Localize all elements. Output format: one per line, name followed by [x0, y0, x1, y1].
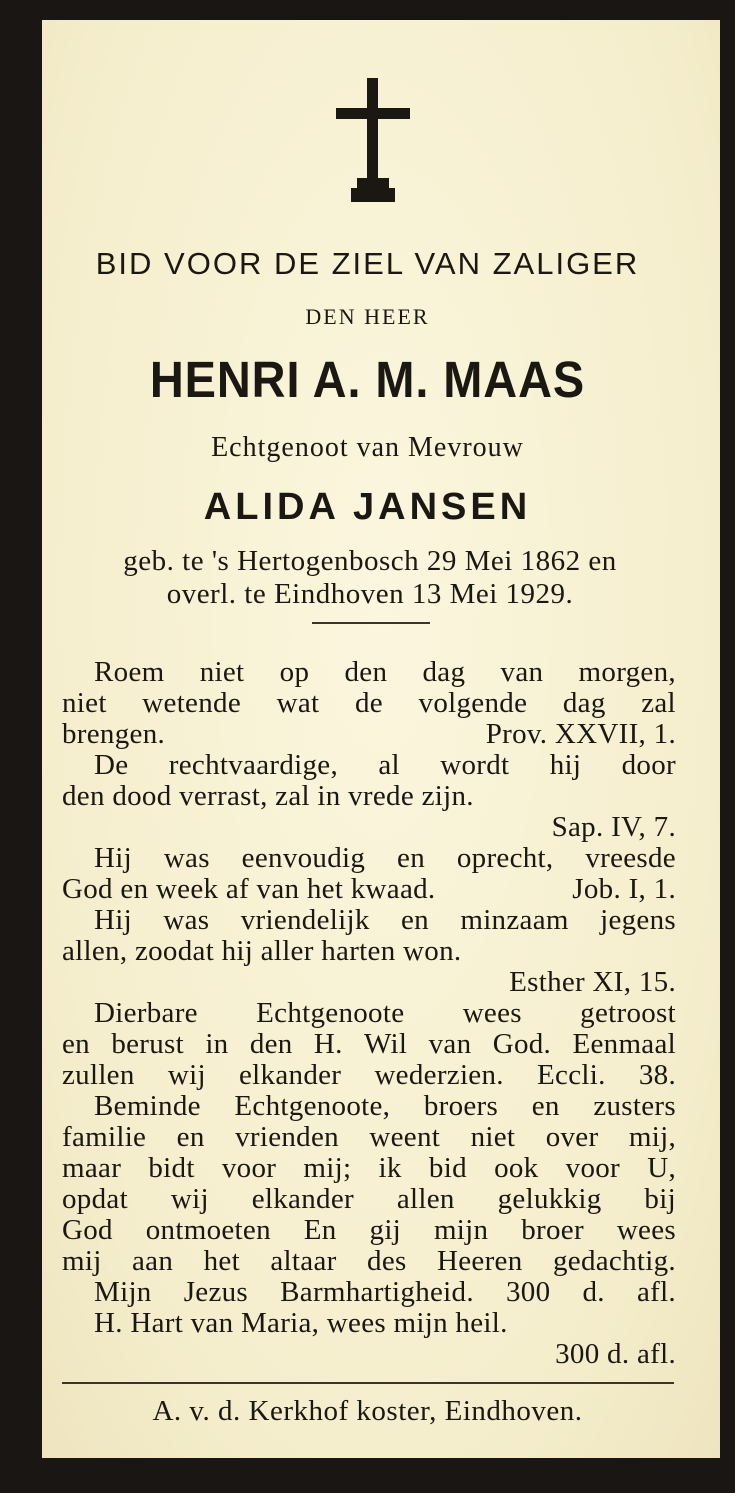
verse-word: ontmoeten: [145, 1214, 271, 1246]
verse-line: [62, 657, 676, 688]
verse-word: Echtgenoote: [256, 997, 405, 1029]
verse-word: oprecht,: [456, 842, 554, 874]
verse-word: H. Hart van Maria, wees mijn heil.: [94, 1307, 508, 1339]
verse-word: rechtvaardige,: [168, 749, 339, 781]
verse-word: bij: [644, 1183, 676, 1215]
verse-line: [62, 998, 676, 1029]
verse-word: God en week af van het kwaad.: [62, 873, 436, 905]
verse-word: den dood verrast, zal in vrede zijn.: [62, 780, 474, 812]
death-line: overl. te Eindhoven 13 Mei 1929.: [166, 578, 574, 610]
verse-word: zullen: [62, 1059, 135, 1091]
verse-line: [62, 1215, 676, 1246]
verse-word: ik: [378, 1152, 402, 1184]
verse-word: niet: [470, 1121, 516, 1153]
verse-word: op: [279, 656, 310, 688]
printer-credit: A. v. d. Kerkhof koster, Eindhoven.: [152, 1395, 583, 1427]
verse-word: God.: [492, 1028, 552, 1060]
prayer-heading: BID VOOR DE ZIEL VAN ZALIGER: [95, 246, 640, 281]
verse-word: Esther XI, 15.: [509, 966, 676, 998]
verse-word: van: [500, 656, 544, 688]
spouse-name: ALIDA JANSEN: [203, 486, 532, 528]
short-divider: [312, 622, 430, 624]
verse-word: God: [62, 1214, 113, 1246]
verse-word: maar: [62, 1152, 122, 1184]
verse-word: elkander: [239, 1059, 342, 1091]
verse-word: brengen.: [62, 718, 166, 750]
verse-word: wees: [616, 1214, 676, 1246]
verse-line: [62, 1091, 676, 1122]
verse-word: H.: [313, 1028, 343, 1060]
title-subheading: DEN HEER: [305, 304, 430, 329]
verses-block: [62, 657, 676, 1370]
verse-line: [62, 1122, 676, 1153]
verse-word: vrienden: [235, 1121, 339, 1153]
verse-word: wat: [276, 687, 320, 719]
verse-word: allen, zoodat hij aller harten won.: [62, 935, 462, 967]
cross-icon: [333, 78, 413, 204]
verse-word: hij: [549, 749, 582, 781]
verse-word: 300 d. afl.: [555, 1338, 676, 1370]
verse-word: mij: [62, 1245, 102, 1277]
bottom-divider: [62, 1382, 674, 1384]
verse-word: aan: [132, 1245, 174, 1277]
verse-word: wij: [167, 1059, 206, 1091]
verse-word: wij: [170, 1183, 209, 1215]
verse-word: mij,: [628, 1121, 676, 1153]
verse-line: [62, 1277, 676, 1308]
verse-word: Prov. XXVII, 1.: [485, 718, 676, 750]
verse-line: [62, 1153, 676, 1184]
verse-word: volgende: [418, 687, 528, 719]
verse-word: Wil: [364, 1028, 408, 1060]
verse-word: De: [94, 749, 129, 781]
verse-word: gedachtig.: [552, 1245, 676, 1277]
verse-word: in: [205, 1028, 229, 1060]
verse-word: bidt: [148, 1152, 195, 1184]
verse-word: voor: [221, 1152, 277, 1184]
verse-word: getroost: [580, 997, 676, 1029]
verse-line: [62, 1308, 676, 1339]
verse-word: eenvoudig: [241, 842, 366, 874]
verse-word: broer: [521, 1214, 584, 1246]
verse-word: dag: [562, 687, 606, 719]
verse-word: Eccli.: [537, 1059, 606, 1091]
verse-word: was: [163, 842, 210, 874]
verse-word: bid: [428, 1152, 467, 1184]
verse-word: was: [163, 904, 210, 936]
verse-word: en: [531, 1090, 560, 1122]
verse-line: [62, 1060, 676, 1091]
verse-word: wetende: [142, 687, 241, 719]
verse-word: den: [344, 656, 388, 688]
verse-word: altaar: [270, 1245, 337, 1277]
verse-word: wederzien.: [374, 1059, 504, 1091]
verse-line: [62, 1184, 676, 1215]
verse-word: mij;: [303, 1152, 352, 1184]
verse-word: het: [203, 1245, 240, 1277]
verse-word: den: [249, 1028, 293, 1060]
verse-word: U,: [647, 1152, 676, 1184]
verse-word: afl.: [636, 1276, 676, 1308]
verse-word: 38.: [638, 1059, 676, 1091]
verse-word: Echtgenoote,: [234, 1090, 391, 1122]
verse-line: [62, 1246, 676, 1277]
verse-word: broers: [423, 1090, 499, 1122]
verse-word: al: [378, 749, 400, 781]
verse-word: morgen,: [578, 656, 676, 688]
verse-word: van: [428, 1028, 472, 1060]
verse-word: en: [401, 904, 429, 936]
verse-line: [62, 967, 676, 998]
verse-word: Jezus: [183, 1276, 249, 1308]
verse-word: allen: [396, 1183, 455, 1215]
verse-word: jegens: [600, 904, 676, 936]
verse-word: Mijn: [94, 1276, 152, 1308]
verse-word: elkander: [251, 1183, 354, 1215]
verse-line: [62, 843, 676, 874]
verse-line: [62, 688, 676, 719]
deceased-name: HENRI A. M. MAAS: [149, 351, 586, 408]
verse-word: familie: [62, 1121, 147, 1153]
verse-word: mijn: [433, 1214, 489, 1246]
verse-word: En: [303, 1214, 337, 1246]
verse-line: [62, 812, 676, 843]
verse-word: Roem: [94, 656, 165, 688]
verse-word: niet: [199, 656, 245, 688]
verse-word: niet: [62, 687, 107, 719]
verse-line: [62, 874, 676, 905]
verse-word: Hij: [94, 904, 132, 936]
verse-word: d.: [582, 1276, 605, 1308]
verse-word: Barmhartigheid.: [280, 1276, 474, 1308]
verse-word: gelukkig: [497, 1183, 602, 1215]
verse-line: [62, 750, 676, 781]
verse-word: wordt: [440, 749, 510, 781]
verse-line: [62, 781, 676, 812]
life-dates: [60, 545, 680, 611]
verse-word: minzaam: [460, 904, 569, 936]
verse-word: vriendelijk: [240, 904, 370, 936]
verse-word: Job. I, 1.: [572, 873, 676, 905]
verse-word: wees: [462, 997, 522, 1029]
verse-line: [62, 719, 676, 750]
verse-word: Heeren: [437, 1245, 523, 1277]
verse-word: en: [397, 842, 426, 874]
verse-line: [62, 1339, 676, 1370]
verse-word: over: [545, 1121, 599, 1153]
verse-word: en: [176, 1121, 205, 1153]
verse-word: dag: [422, 656, 466, 688]
verse-word: weent: [369, 1121, 441, 1153]
verse-word: berust: [111, 1028, 184, 1060]
verse-word: Sap. IV, 7.: [551, 811, 676, 843]
verse-word: opdat: [62, 1183, 128, 1215]
verse-word: des: [367, 1245, 407, 1277]
verse-word: door: [621, 749, 676, 781]
verse-line: [62, 936, 676, 967]
verse-word: de: [354, 687, 383, 719]
verse-line: [62, 1029, 676, 1060]
verse-word: 300: [505, 1276, 551, 1308]
verse-word: en: [62, 1028, 90, 1060]
verse-line: [62, 905, 676, 936]
verse-word: Beminde: [94, 1090, 201, 1122]
verse-word: voor: [565, 1152, 621, 1184]
verse-word: Dierbare: [94, 997, 198, 1029]
verse-word: ook: [494, 1152, 539, 1184]
verse-word: Hij: [94, 842, 132, 874]
birth-line: geb. te 's Hertogenbosch 29 Mei 1862 en: [123, 545, 617, 577]
verse-word: Eenmaal: [572, 1028, 676, 1060]
verse-word: vreesde: [585, 842, 676, 874]
verse-word: zusters: [593, 1090, 676, 1122]
spouse-intro: Echtgenoot van Mevrouw: [211, 432, 524, 463]
verse-word: gij: [369, 1214, 402, 1246]
verse-word: zal: [641, 687, 676, 719]
